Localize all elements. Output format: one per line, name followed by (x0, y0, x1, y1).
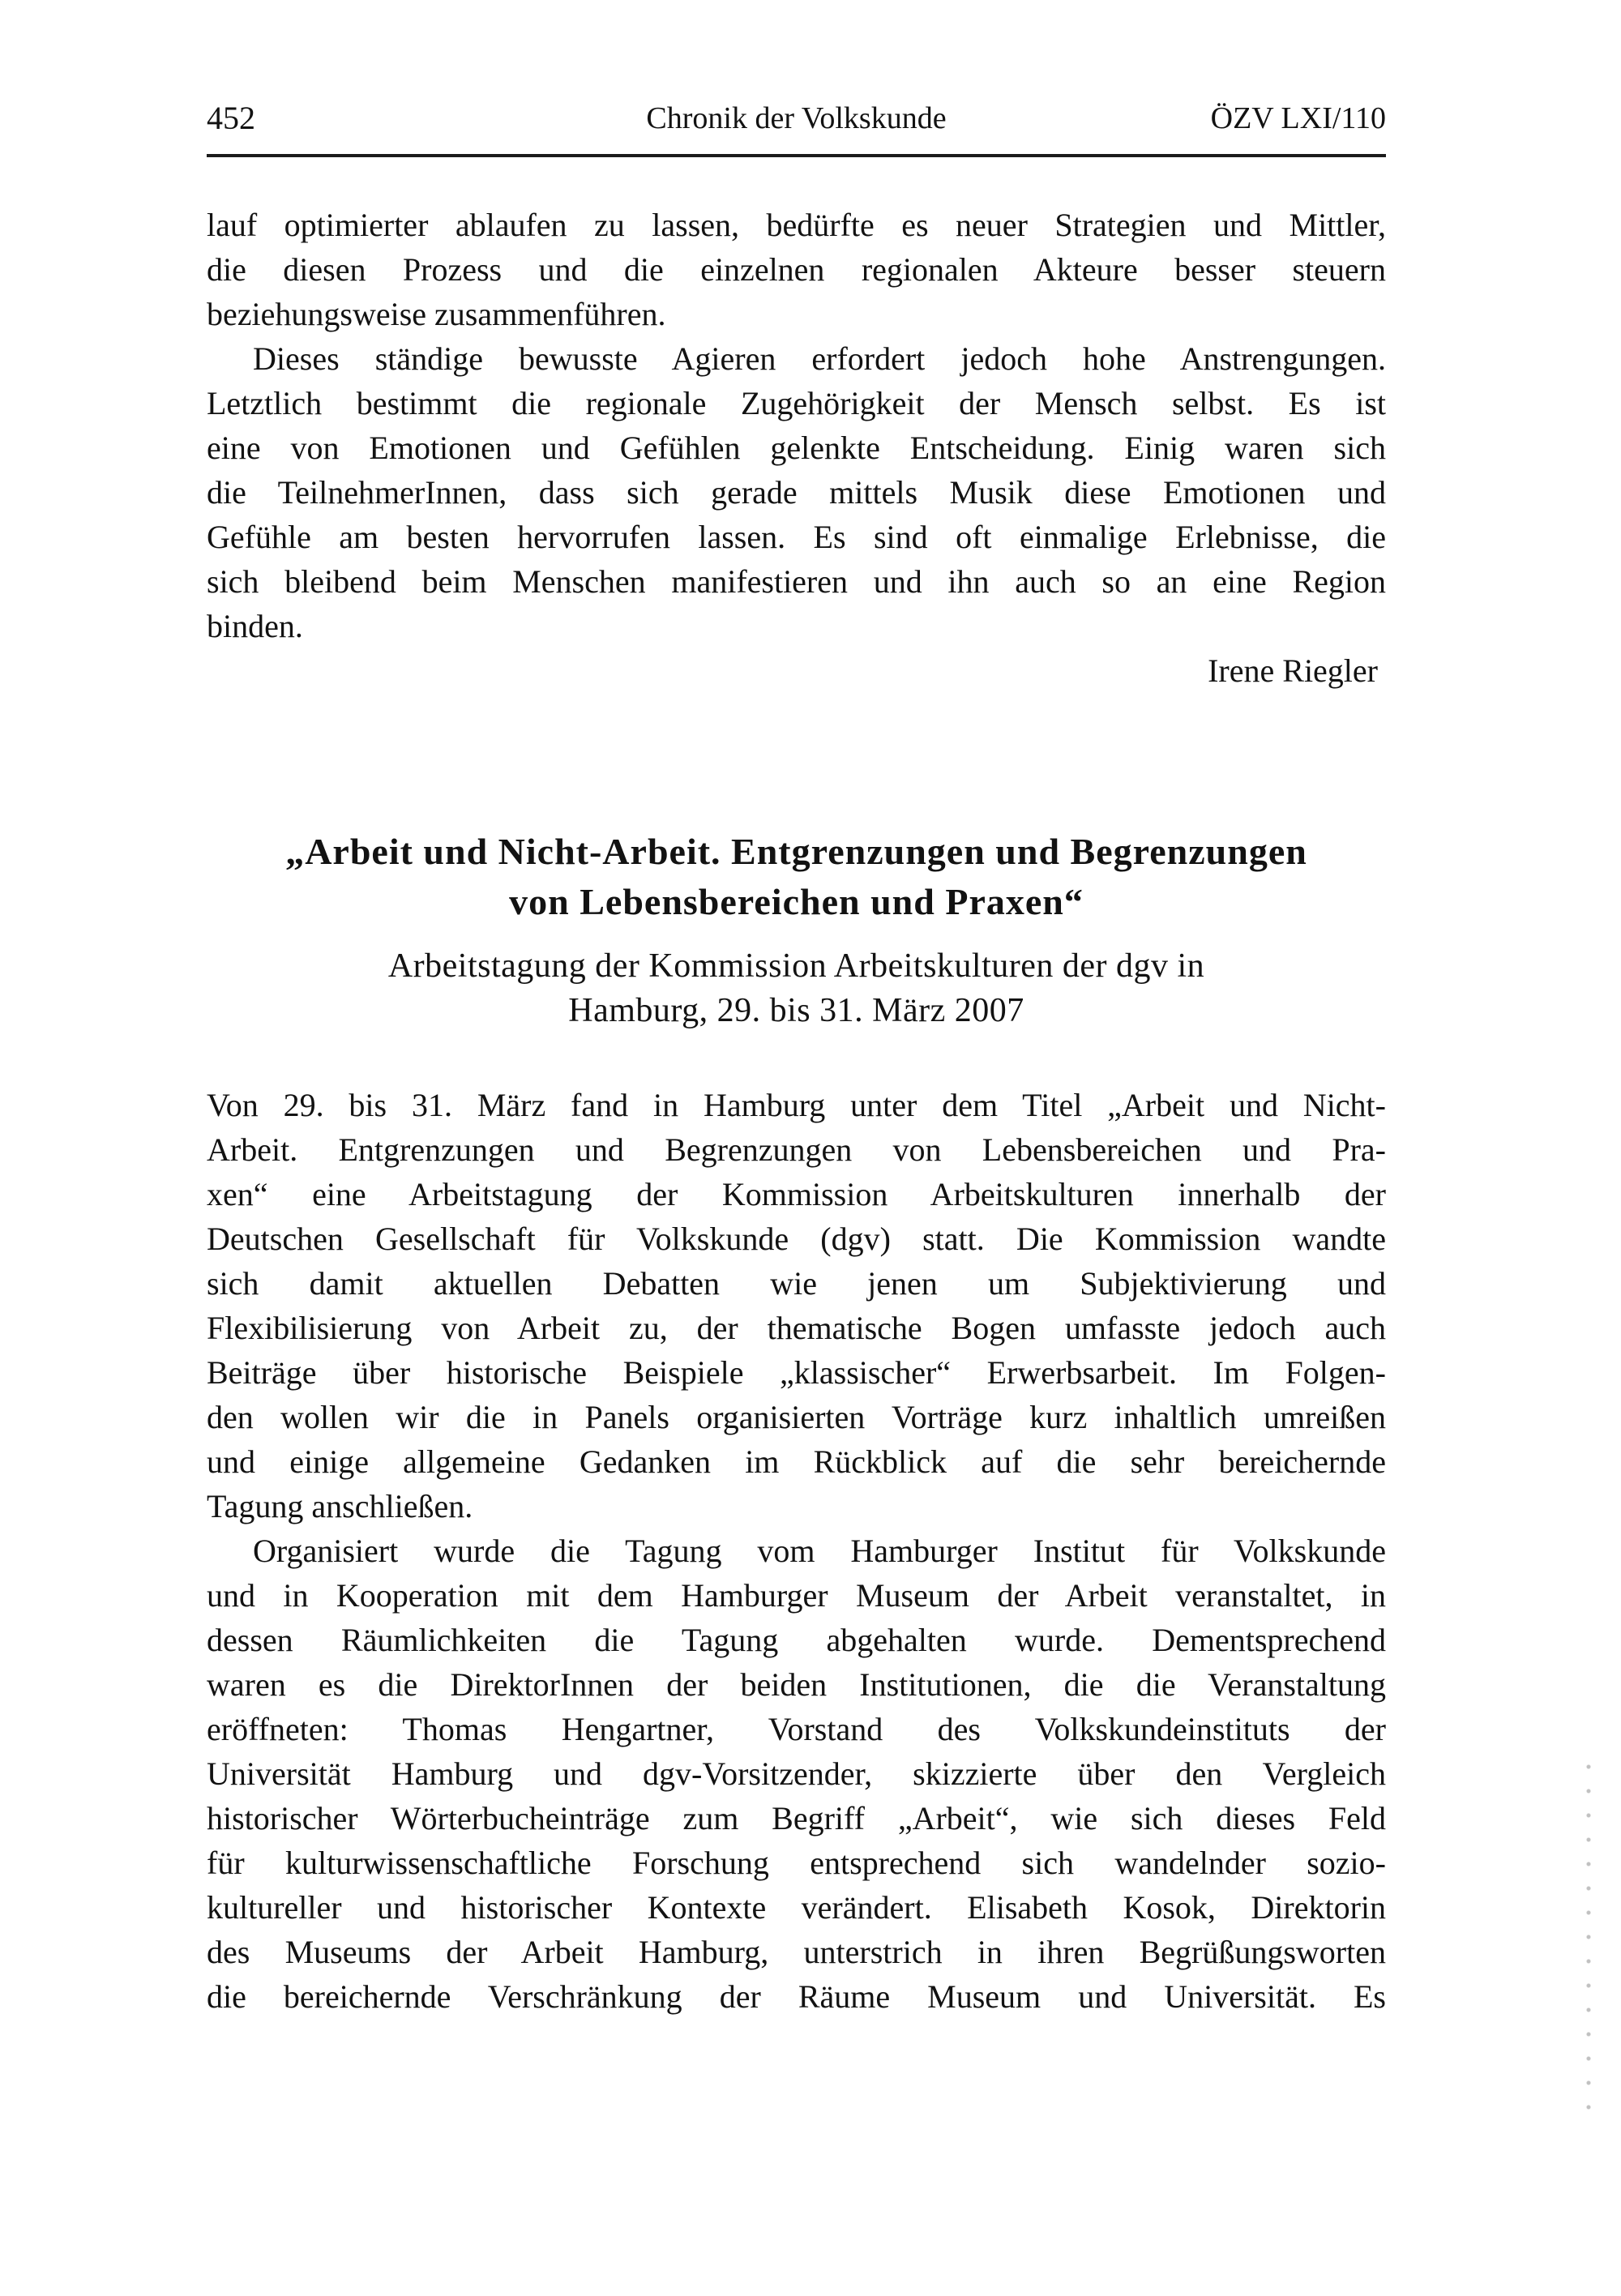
page-number: 452 (207, 100, 255, 136)
text-line: waren es die DirektorInnen der beiden Institutionen, die die Veranstaltung (207, 1666, 1386, 1703)
text-line: Gefühle am besten hervorrufen lassen. Es sind oft einmalige Erlebnisse, die (207, 519, 1386, 555)
text-line: die diesen Prozess und die einzelnen regionalen Akteure besser steuern (207, 251, 1386, 288)
closing-report-text (207, 203, 1386, 648)
text-line: Organisiert wurde die Tagung vom Hamburger Institut für Volkskunde (253, 1533, 1386, 1569)
article-subtitle-line: Hamburg, 29. bis 31. März 2007 (568, 992, 1024, 1029)
text-line: Dieses ständige bewusste Agieren erfordert jedoch hohe Anstrengungen. (253, 340, 1386, 377)
text-line: Universität Hamburg und dgv-Vorsitzender, skizzierte über den Vergleich (207, 1755, 1386, 1792)
article-subtitle (207, 944, 1386, 1033)
article-title-line: von Lebensbereichen und Praxen“ (509, 881, 1084, 922)
header-rule (207, 154, 1386, 157)
author-signature: Irene Riegler (1208, 652, 1378, 689)
text-line: die TeilnehmerInnen, dass sich gerade mittels Musik diese Emotionen und (207, 474, 1386, 511)
text-line: dessen Räumlichkeiten die Tagung abgehalten wurde. Dementsprechend (207, 1622, 1386, 1658)
article-body-text (207, 1083, 1386, 2019)
running-header (207, 100, 1386, 136)
text-line: Letztlich bestimmt die regionale Zugehörigkeit der Mensch selbst. Es ist (207, 385, 1386, 421)
text-line: und in Kooperation mit dem Hamburger Museum der Arbeit veranstaltet, in (207, 1577, 1386, 1614)
text-line: eröffneten: Thomas Hengartner, Vorstand des Volkskundeinstituts der (207, 1711, 1386, 1747)
scan-artifact-dots (1585, 1763, 1592, 2111)
text-line: eine von Emotionen und Gefühlen gelenkte Entscheidung. Einig waren sich (207, 430, 1386, 466)
text-line: binden. (207, 608, 303, 644)
text-line: die bereichernde Verschränkung der Räume Museum und Universität. Es (207, 1978, 1386, 2015)
text-line: Deutschen Gesellschaft für Volkskunde (dgv) statt. Die Kommission wandte (207, 1221, 1386, 1257)
text-line: den wollen wir die in Panels organisierten Vorträge kurz inhaltlich umreißen (207, 1399, 1386, 1435)
text-line: historischer Wörterbucheinträge zum Begriff „Arbeit“, wie sich dieses Feld (207, 1800, 1386, 1836)
article-subtitle-line: Arbeitstagung der Kommission Arbeitskulturen der dgv in (387, 947, 1205, 985)
text-line: sich damit aktuellen Debatten wie jenen um Subjektivierung und (207, 1265, 1386, 1302)
text-line: Arbeit. Entgrenzungen und Begrenzungen von Lebensbereichen und Pra- (207, 1131, 1386, 1168)
text-line: xen“ eine Arbeitstagung der Kommission Arbeitskulturen innerhalb der (207, 1176, 1386, 1212)
text-line: sich bleibend beim Menschen manifestieren und ihn auch so an eine Region (207, 563, 1386, 600)
running-title: Chronik der Volkskunde (646, 101, 947, 135)
journal-volume-label: ÖZV LXI/110 (1210, 101, 1386, 135)
text-line: Beiträge über historische Beispiele „klassischer“ Erwerbsarbeit. Im Folgen- (207, 1354, 1386, 1391)
text-line: und einige allgemeine Gedanken im Rückblick auf die sehr bereichernde (207, 1443, 1386, 1480)
text-line: Von 29. bis 31. März fand in Hamburg unter dem Titel „Arbeit und Nicht- (207, 1087, 1386, 1123)
article-title (207, 827, 1386, 927)
text-line: kultureller und historischer Kontexte verändert. Elisabeth Kosok, Direktorin (207, 1889, 1386, 1926)
text-line: des Museums der Arbeit Hamburg, unterstrich in ihren Begrüßungsworten (207, 1934, 1386, 1970)
article-title-line: „Arbeit und Nicht-Arbeit. Entgrenzungen und Begrenzungen (285, 831, 1307, 872)
text-line: lauf optimierter ablaufen zu lassen, bedürfte es neuer Strategien und Mittler, (207, 207, 1386, 243)
text-line: für kulturwissenschaftliche Forschung entsprechend sich wandelnder sozio- (207, 1845, 1386, 1881)
text-line: Tagung anschließen. (207, 1488, 473, 1524)
text-line: Flexibilisierung von Arbeit zu, der thematische Bogen umfasste jedoch auch (207, 1310, 1386, 1346)
text-line: beziehungsweise zusammenführen. (207, 296, 666, 332)
